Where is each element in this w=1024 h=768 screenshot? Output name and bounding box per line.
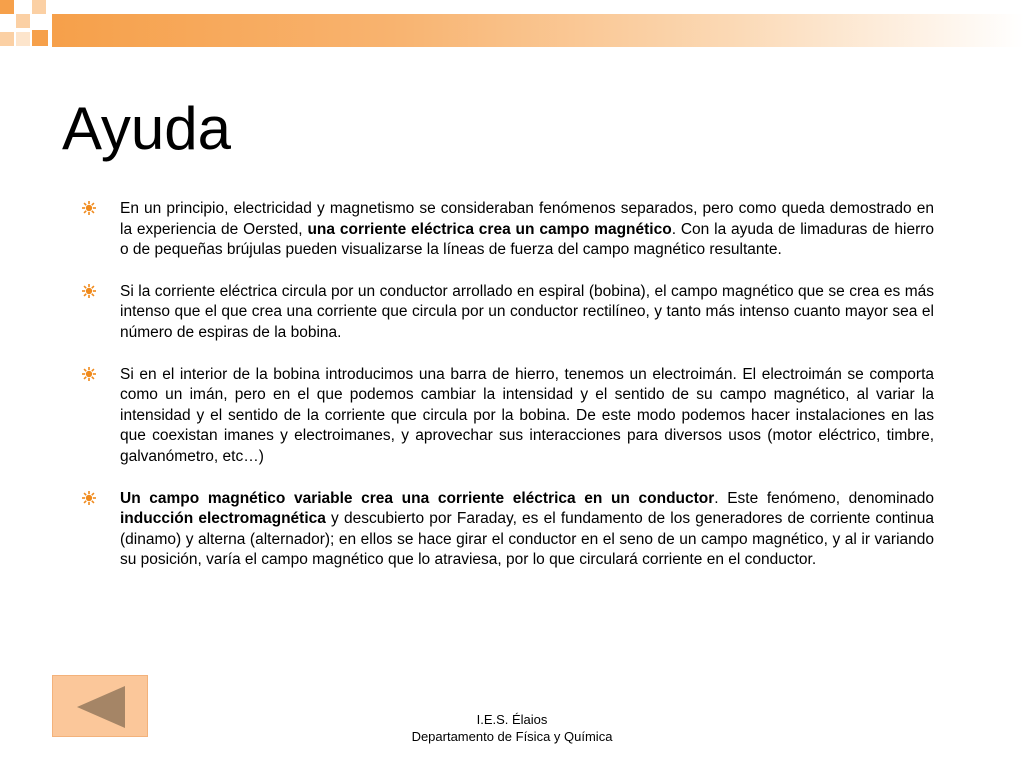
decor-square xyxy=(32,30,48,46)
paragraph-bold: inducción electromagnética xyxy=(120,510,326,528)
slide-title: Ayuda xyxy=(62,95,232,162)
paragraph-text: Si la corriente eléctrica circula por un conductor arrollado en espiral (bobina), el campo magnético que se crea es más intenso que el que crea una corriente que circula por un conductor rectilíneo, y tanto más intenso cuanto mayor sea el número de espiras de la bobina. xyxy=(120,282,934,341)
paragraph-text: . Con la ayuda de limaduras de hierro o de pequeñas brújulas pueden visualizarse la líneas de fuerza del campo magnético resultante. xyxy=(120,220,935,259)
footer-department: Departamento de Física y Química xyxy=(411,729,613,744)
sun-bullet-icon xyxy=(82,491,96,505)
paragraph-3 xyxy=(82,365,934,468)
slide-body xyxy=(82,199,934,592)
header-gradient-bar xyxy=(52,14,1024,47)
decor-square xyxy=(0,32,14,46)
paragraph-text: . Este fenómeno, denominado xyxy=(714,489,935,507)
footer xyxy=(0,711,1024,745)
header-decoration xyxy=(0,0,1024,48)
sun-bullet-icon xyxy=(82,201,96,215)
decor-square xyxy=(0,0,14,14)
paragraph-4 xyxy=(82,489,934,571)
paragraph-bold: Un campo magnético variable crea una corriente eléctrica en un conductor xyxy=(120,489,715,507)
sun-bullet-icon xyxy=(82,284,96,298)
footer-school: I.E.S. Élaios xyxy=(476,712,548,727)
paragraph-text: En un principio, electricidad y magnetismo se consideraban fenómenos separados, pero como queda demostrado en la experiencia de Oersted, xyxy=(120,200,934,238)
paragraph-text: y descubierto por Faraday, es el fundamento de los generadores de corriente continua (dinamo) y alterna (alternador); en ellos se hace girar el conductor en el seno de un campo magnético, y al ir variando su posición, varía el campo magnético que lo atraviesa, por lo que circulará corriente en el conductor. xyxy=(120,510,935,569)
paragraph-1 xyxy=(82,199,934,261)
decor-square xyxy=(16,14,30,28)
decor-square xyxy=(32,0,46,14)
paragraph-text: Si en el interior de la bobina introducimos una barra de hierro, tenemos un electroimán. El electroimán se comporta como un imán, pero en el que podemos cambiar la intensidad y el sentido de su campo magnético, al variar la intensidad y el sentido de la corriente que circula por la bobina. De este modo podemos hacer instalaciones en las que coexistan imanes y electroimanes, y aprovechar sus interacciones para diversos usos (motor eléctrico, timbre, galvanómetro, etc…) xyxy=(120,365,934,465)
paragraph-2 xyxy=(82,282,934,344)
sun-bullet-icon xyxy=(82,367,96,381)
paragraph-bold: una corriente eléctrica crea un campo magnético xyxy=(307,220,672,238)
decor-square xyxy=(16,32,30,46)
